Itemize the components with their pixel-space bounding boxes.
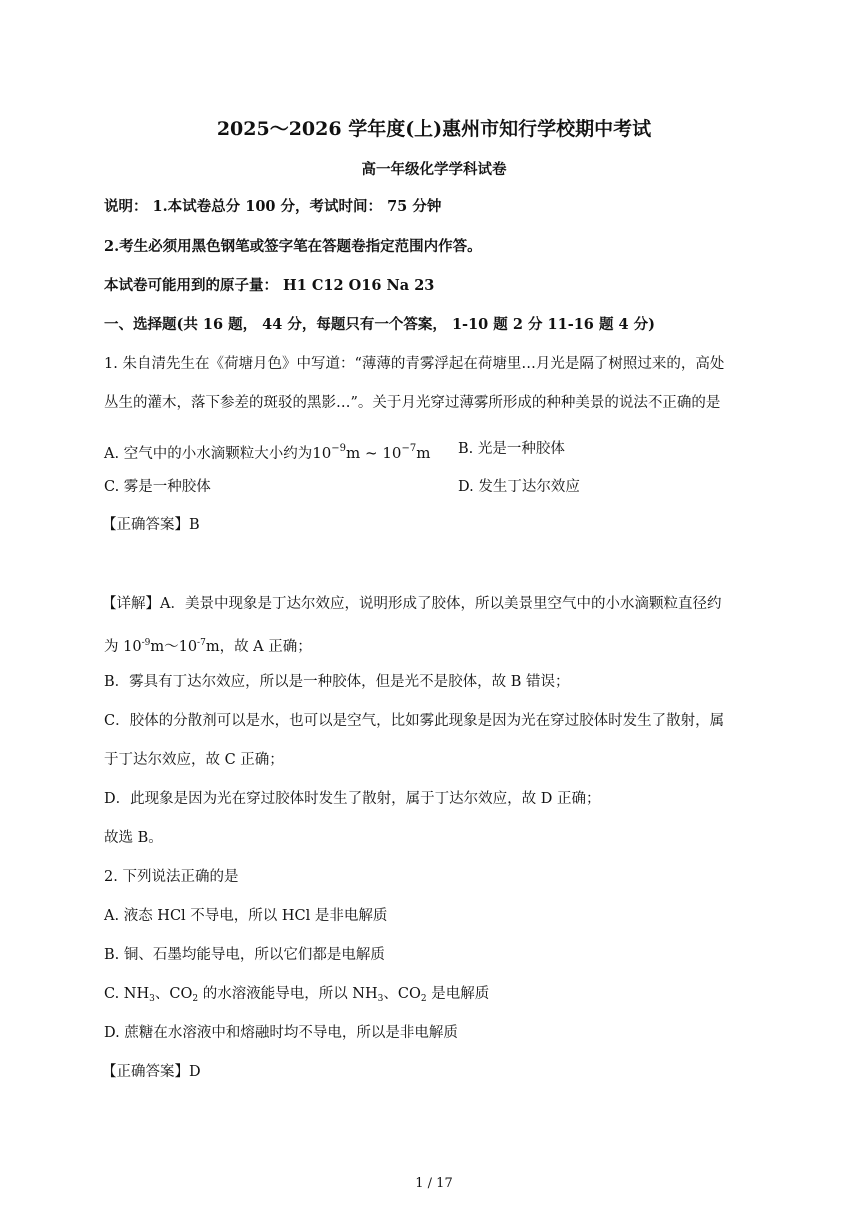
subscript: 3: [149, 994, 155, 1004]
detail-text: m～10: [150, 639, 198, 655]
q1-detail-a-line-1: 【详解】A．美景中现象是丁达尔效应，说明形成了胶体，所以美景里空气中的小水滴颗粒直径约: [102, 596, 722, 612]
q2-option-a: A. 液态 HCl 不导电，所以 HCl 是非电解质: [104, 908, 388, 924]
formula-base: 10: [312, 444, 332, 462]
formula-exponent: −9: [331, 443, 347, 454]
detail-text: 为 10: [104, 639, 142, 655]
q1-option-a: [104, 439, 430, 464]
page-number: 1 / 17: [415, 1176, 453, 1191]
q2-stem: 2. 下列说法正确的是: [104, 869, 239, 885]
q1-detail-b: B．雾具有丁达尔效应，所以是一种胶体，但是光不是胶体，故 B 错误；: [104, 674, 570, 690]
q1-option-a-formula: [312, 444, 430, 462]
formula-exponent: −7: [401, 443, 417, 454]
q2-option-c: [104, 984, 489, 1009]
q1-option-b: B. 光是一种胶体: [458, 441, 565, 457]
q1-stem-line-1: 1. 朱自清先生在《荷塘月色》中写道：“薄薄的青雾浮起在荷塘里…月光是隔了树照过来的，高处: [104, 356, 725, 372]
instruction-line-1: 说明： 1.本试卷总分 100 分，考试时间： 75 分钟: [104, 198, 442, 215]
option-text: C. NH: [104, 986, 150, 1002]
option-text: 是电解质: [426, 986, 490, 1002]
q2-option-d: D. 蔗糖在水溶液中和熔融时均不导电，所以是非电解质: [104, 1025, 458, 1041]
exam-subtitle: 高一年级化学学科试卷: [361, 161, 507, 178]
detail-superscript: -7: [197, 638, 206, 648]
q1-option-c: C. 雾是一种胶体: [104, 479, 211, 495]
atomic-mass-line: 本试卷可能用到的原子量： H1 C12 O16 Na 23: [104, 277, 435, 294]
formula-unit: m: [416, 444, 431, 462]
subscript: 2: [192, 994, 199, 1004]
q1-detail-d: D．此现象是因为光在穿过胶体时发生了散射，属于丁达尔效应，故 D 正确；: [104, 791, 601, 807]
q1-option-d: D. 发生丁达尔效应: [458, 479, 580, 495]
subscript: 3: [377, 994, 384, 1004]
detail-superscript: -9: [141, 638, 151, 648]
q1-conclusion: 故选 B。: [104, 830, 163, 846]
q1-option-a-text: A. 空气中的小水滴颗粒大小约为: [104, 446, 313, 462]
q2-option-b: B. 铜、石墨均能导电，所以它们都是电解质: [104, 947, 385, 963]
detail-text: m，故 A 正确；: [205, 639, 312, 655]
option-text: 的水溶液能导电，所以 NH: [198, 986, 378, 1002]
q1-detail-c-line-2: 于丁达尔效应，故 C 正确；: [104, 752, 284, 768]
q1-answer: 【正确答案】B: [102, 517, 200, 533]
option-text: 、CO: [383, 986, 421, 1002]
q1-detail-c-line-1: C．胶体的分散剂可以是水，也可以是空气，比如雾此现象是因为光在穿过胶体时发生了散射，属: [104, 713, 725, 729]
instruction-line-2: 2.考生必须用黑色钢笔或签字笔在答题卷指定范围内作答。: [104, 238, 482, 255]
q2-answer: 【正确答案】D: [102, 1064, 201, 1080]
option-text: 、CO: [154, 986, 193, 1002]
q1-detail-a-line-2: [104, 633, 312, 657]
q1-stem-line-2: 丛生的灌木，落下参差的斑驳的黑影…”。关于月光穿过薄雾所形成的种种美景的说法不正确的是: [104, 395, 721, 411]
formula-middle: m ~ 10: [346, 444, 402, 462]
subscript: 2: [420, 994, 427, 1004]
exam-title: 2025～2026 学年度(上)惠州市知行学校期中考试: [216, 118, 652, 140]
section-heading: 一、选择题(共 16 题， 44 分，每题只有一个答案， 1-10 题 2 分 11-16 题 4 分): [104, 316, 655, 333]
